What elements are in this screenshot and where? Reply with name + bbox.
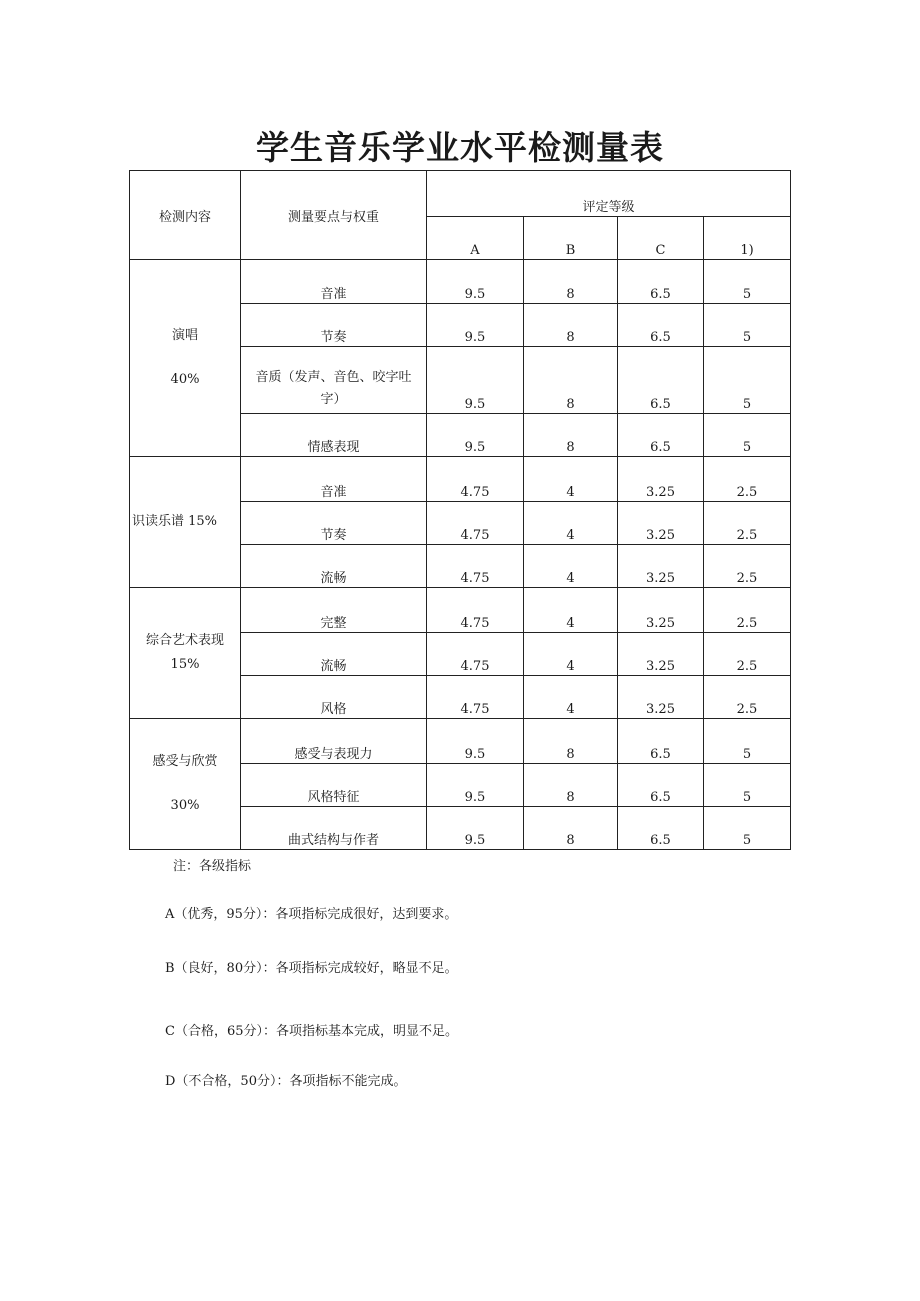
score-b: 4	[524, 545, 618, 588]
note-grade-b: B（良好，80分）：各项指标完成较好，略显不足。	[165, 961, 458, 976]
score-a: 4.75	[427, 502, 524, 545]
category-sight-reading	[130, 457, 241, 588]
score-c: 6.5	[618, 719, 704, 764]
category-name: 感受与欣赏	[152, 754, 218, 769]
category-name: 识读乐谱 15%	[132, 514, 218, 529]
score-d: 5	[704, 260, 791, 304]
item-cell: 音准	[241, 260, 427, 304]
item-cell: 曲式结构与作者	[241, 807, 427, 850]
header-level-b: B	[524, 217, 618, 260]
item-cell: 流畅	[241, 633, 427, 676]
score-d: 2.5	[704, 545, 791, 588]
assessment-table	[129, 170, 791, 850]
score-c: 6.5	[618, 260, 704, 304]
item-cell: 节奏	[241, 502, 427, 545]
score-d: 5	[704, 414, 791, 457]
score-b: 8	[524, 807, 618, 850]
score-c: 6.5	[618, 414, 704, 457]
header-level-c: C	[618, 217, 704, 260]
score-c: 6.5	[618, 807, 704, 850]
header-content: 检测内容	[130, 171, 241, 260]
category-weight: 15%	[170, 657, 200, 672]
category-appreciation	[130, 719, 241, 850]
score-a: 9.5	[427, 304, 524, 347]
score-d: 2.5	[704, 457, 791, 502]
score-b: 8	[524, 414, 618, 457]
score-c: 3.25	[618, 502, 704, 545]
score-b: 4	[524, 676, 618, 719]
score-a: 9.5	[427, 260, 524, 304]
notes-heading: 注：各级指标	[173, 859, 252, 874]
score-b: 4	[524, 633, 618, 676]
score-a: 9.5	[427, 719, 524, 764]
score-b: 8	[524, 719, 618, 764]
score-c: 6.5	[618, 764, 704, 807]
score-b: 4	[524, 457, 618, 502]
category-name: 演唱	[171, 328, 198, 343]
score-a: 4.75	[427, 588, 524, 633]
score-c: 3.25	[618, 457, 704, 502]
item-cell: 感受与表现力	[241, 719, 427, 764]
score-b: 8	[524, 304, 618, 347]
table-row	[130, 588, 791, 633]
score-d: 2.5	[704, 588, 791, 633]
item-cell: 完整	[241, 588, 427, 633]
score-b: 8	[524, 260, 618, 304]
item-cell: 流畅	[241, 545, 427, 588]
score-a: 9.5	[427, 414, 524, 457]
score-b: 8	[524, 764, 618, 807]
item-cell: 情感表现	[241, 414, 427, 457]
score-a: 9.5	[427, 347, 524, 414]
score-d: 5	[704, 764, 791, 807]
score-b: 4	[524, 502, 618, 545]
score-c: 3.25	[618, 588, 704, 633]
item-cell: 风格	[241, 676, 427, 719]
score-a: 4.75	[427, 676, 524, 719]
header-level-a: A	[427, 217, 524, 260]
category-performance	[130, 588, 241, 719]
item-cell: 音准	[241, 457, 427, 502]
score-d: 2.5	[704, 502, 791, 545]
header-grade: 评定等级	[427, 171, 791, 217]
score-c: 3.25	[618, 676, 704, 719]
score-a: 4.75	[427, 545, 524, 588]
score-d: 5	[704, 304, 791, 347]
score-a: 4.75	[427, 633, 524, 676]
score-a: 9.5	[427, 807, 524, 850]
score-a: 9.5	[427, 764, 524, 807]
page-title: 学生音乐学业水平检测量表	[256, 128, 664, 167]
score-d: 5	[704, 807, 791, 850]
score-d: 2.5	[704, 676, 791, 719]
score-c: 6.5	[618, 304, 704, 347]
item-cell: 音质（发声、音色、咬字吐字）	[241, 347, 427, 414]
score-d: 5	[704, 719, 791, 764]
note-grade-d: D（不合格，50分）：各项指标不能完成。	[165, 1074, 407, 1089]
score-c: 3.25	[618, 545, 704, 588]
category-singing	[130, 260, 241, 457]
header-points: 测量要点与权重	[241, 171, 427, 260]
item-cell: 风格特征	[241, 764, 427, 807]
score-c: 6.5	[618, 347, 704, 414]
score-a: 4.75	[427, 457, 524, 502]
header-level-d: 1)	[704, 217, 791, 260]
category-weight: 40%	[170, 372, 200, 387]
category-name: 综合艺术表现	[145, 633, 224, 648]
score-b: 4	[524, 588, 618, 633]
table-row	[130, 719, 791, 764]
table-row	[130, 260, 791, 304]
score-c: 3.25	[618, 633, 704, 676]
score-b: 8	[524, 347, 618, 414]
score-d: 2.5	[704, 633, 791, 676]
category-weight: 30%	[170, 798, 200, 813]
note-grade-a: A（优秀，95分）：各项指标完成很好，达到要求。	[165, 907, 458, 922]
item-cell: 节奏	[241, 304, 427, 347]
table-row	[130, 457, 791, 502]
note-grade-c: C（合格，65分）：各项指标基本完成，明显不足。	[165, 1024, 458, 1039]
score-d: 5	[704, 347, 791, 414]
